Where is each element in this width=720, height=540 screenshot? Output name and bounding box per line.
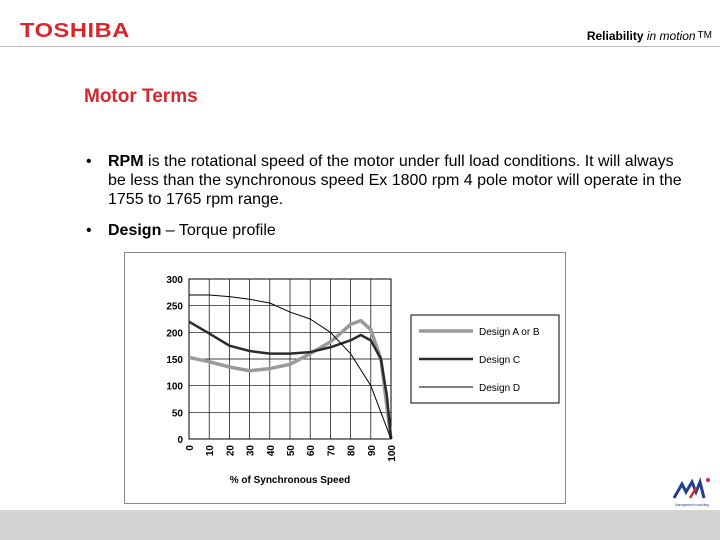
bullet-text: – Torque profile [161,222,276,239]
slide-title: Motor Terms [84,86,198,107]
y-tick-label: 200 [166,328,183,340]
bullet-design [86,221,686,240]
bullet-text: is the rotational speed of the motor under full load conditions. It will always be less than the synchronous speed Ex 1800 rpm 4 pole motor will operate in the 1755 to 1765 rpm range. [108,153,682,208]
bullet-term: RPM [108,153,144,170]
y-tick-label: 150 [166,355,183,366]
y-tick-label: 50 [171,408,183,420]
chart-svg [125,253,565,503]
x-tick-label: 50 [286,445,297,457]
x-tick-label: 20 [225,445,237,457]
tagline-italic: in motion [646,29,696,43]
legend-label: Design C [479,355,521,366]
x-tick-label: 30 [245,445,257,457]
x-tick-label: 70 [326,445,338,457]
x-axis-label: % of Synchronous Speed [229,475,351,486]
header-divider [0,46,720,47]
legend-label: Design D [479,383,521,394]
consulting-logo-icon [670,476,714,508]
footer-bar [0,510,720,540]
x-tick-label: 80 [346,445,358,457]
x-tick-label: 10 [205,445,217,457]
consulting-logo-text: Management consulting [675,503,709,507]
y-tick-label: 0 [177,435,183,446]
tagline [587,29,712,43]
trademark-mark: TM [697,30,712,41]
legend-label: Design A or B [479,327,540,338]
tagline-bold: Reliability [586,29,644,43]
x-tick-label: 60 [306,445,318,457]
x-tick-label: 90 [366,445,378,457]
x-tick-label: 100 [387,445,398,462]
y-tick-label: 100 [166,381,183,393]
bullet-rpm [86,152,686,209]
torque-chart [124,252,566,504]
toshiba-logo: TOSHIBA [20,20,130,42]
bullet-dot: • [86,222,92,239]
y-tick-label: 250 [166,301,183,313]
bullet-dot: • [86,153,92,170]
x-tick-label: 40 [265,445,277,457]
y-tick-label: 300 [166,275,183,286]
bullet-term: Design [108,222,162,239]
bullet-list [86,152,686,240]
x-tick-label: 0 [185,445,196,451]
